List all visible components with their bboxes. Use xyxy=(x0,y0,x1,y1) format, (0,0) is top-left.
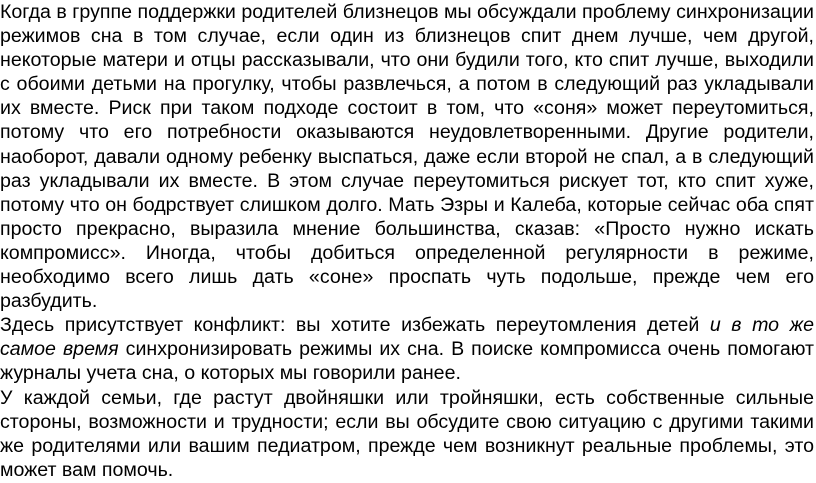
paragraph-conflict-emphasis: и в то же самое время xyxy=(0,314,814,361)
paragraph-twins-sleep-sync: Когда в группе поддержки родителей близнецов мы обсуждали проблему синхронизации режимов сна в том случае, если один из близнецов спит днем лучше, чем другой, некоторые матери и отцы рассказывали, что они будили того, кто спит лучше, выходили с обоими детьми на прогулку, чтобы развлечься, а потом в следующий раз укладывали их вместе. Риск при таком подходе состоит в том, что «соня» может переутомиться, потому что его потребности оказываются неудовлетворенными. Другие родители, наоборот, давали одному ребенку выспаться, даже если второй не спал, а в следующий раз укладывали их вместе. В этом случае переутомиться рискует тот, кто спит хуже, потому что он бодрствует слишком долго. Мать Эзры и Калеба, которые сейчас оба спят просто прекрасно, выразила мнение большинства, сказав: «Просто нужно искать компромисс». Иногда, чтобы добиться определенной регулярности в режиме, необходимо всего лишь дать «соне» проспать чуть подольше, прежде чем его разбудить. xyxy=(0,1,814,313)
paragraph-family-strengths: У каждой семьи, где растут двойняшки или тройняшки, есть собственные сильные стороны, возможности и трудности; если вы обсудите свою ситуацию с другими такими же родителями или вашим педиатром, прежде чем возникнут реальные проблемы, это может вам помочь. xyxy=(0,386,814,481)
paragraph-conflict xyxy=(0,313,814,385)
paragraph-conflict-start: Здесь присутствует конфликт: вы хотите избежать переутомления детей xyxy=(0,314,710,337)
paragraph-conflict-end: синхронизировать режимы их сна. В поиске компромисса очень помогают журналы учета сна, о которых мы говорили ранее. xyxy=(0,338,814,385)
